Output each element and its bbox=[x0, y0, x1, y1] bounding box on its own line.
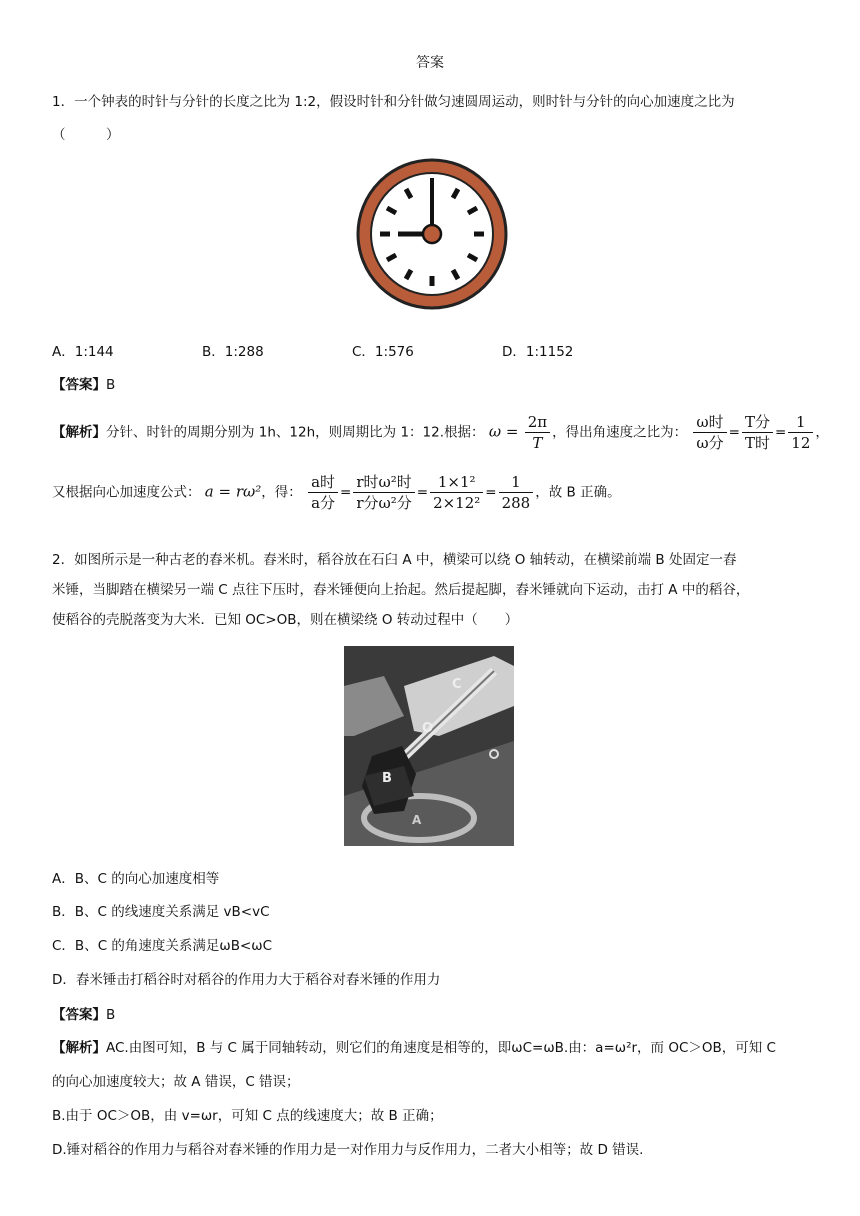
q2-option-c: C．B、C 的角速度关系满足ωB<ωC bbox=[52, 938, 273, 954]
q1-analysis-tag: 【解析】 bbox=[52, 424, 106, 441]
formula-ratio-3: $\frac{1}{12}$ bbox=[788, 412, 813, 453]
q1-option-b: B．1:288 bbox=[202, 344, 264, 360]
q2-stem-2: 米锤，当脚踏在横梁另一端 C 点往下压时，舂米锤便向上抬起。然后提起脚，舂米锤就向下运动，击打 A 中的稻谷， bbox=[52, 582, 750, 598]
rice-pounder-drawing bbox=[344, 646, 514, 846]
q1-answer-tag: 【答案】 bbox=[52, 377, 106, 393]
q2-option-a: A．B、C 的向心加速度相等 bbox=[52, 871, 220, 887]
formula-result-1: $\frac{\text{a时}}{\text{a分}}$ bbox=[308, 472, 338, 513]
formula-ratio-1: $\frac{\text{ω时}}{\text{ω分}}$ bbox=[693, 412, 726, 453]
q1-analysis-line2: 又根据向心加速度公式： a = rω²，得： $\frac{\text{a时}}{\text{a分}}$ = $\frac{\text{r时ω²时}}{\text{r分ω²分}}$ = $\frac{\text{1×1²}}{\text{2×12²}}$ = $\frac{1}{288}$ ，故 B 正确。 bbox=[52, 473, 621, 512]
q2-answer-tag: 【答案】 bbox=[52, 1007, 106, 1023]
q2-option-b: B．B、C 的线速度关系满足 vB<vC bbox=[52, 904, 270, 920]
q2-analysis-line1 bbox=[52, 1036, 776, 1056]
q2-option-d: D．舂米锤击打稻谷时对稻谷的作用力大于稻谷对舂米锤的作用力 bbox=[52, 972, 441, 988]
q1-options bbox=[52, 340, 812, 360]
formula-omega-num: 2π bbox=[525, 412, 550, 433]
q2-analysis-line3: B.由于 OC＞OB，由 v=ωr，可知 C 点的线速度大；故 B 正确； bbox=[52, 1108, 443, 1124]
q1-answer-value: B bbox=[106, 377, 116, 393]
photo-label-c: C bbox=[452, 677, 462, 692]
formula-ratio-2: $\frac{\text{T分}}{\text{T时}}$ bbox=[742, 412, 773, 453]
clock-hub bbox=[423, 225, 441, 243]
q2-analysis-tag: 【解析】 bbox=[52, 1040, 106, 1056]
q2-analysis-text-1: AC.由图可知，B 与 C 属于同轴转动，则它们的角速度是相等的，即ωC=ωB.由：a=ω²r，而 OC＞OB，可知 C bbox=[106, 1040, 776, 1056]
q1-option-d: D．1:1152 bbox=[502, 344, 574, 360]
formula-omega-lhs: ω = bbox=[488, 422, 519, 441]
formula-omega bbox=[525, 412, 550, 453]
q2-stem-3: 使稻谷的壳脱落变为大米．已知 OC>OB，则在横梁绕 O 转动过程中（ ） bbox=[52, 612, 519, 628]
q1-analysis-text-3: 又根据向心加速度公式： bbox=[52, 484, 201, 501]
q1-analysis-line1: 【解析】分针、时针的周期分别为 1h、12h，则周期比为 1：12.根据： ω = $\frac{2\pi}{T}$ ，得出角速度之比为： $\frac{\text{ω时}}{\text{ω分}}$ = $\frac{\text{T分}}{\text{T时}}$ = $\frac{1}{12}$ ， bbox=[52, 413, 829, 452]
formula-result-4: $\frac{1}{288}$ bbox=[499, 472, 534, 513]
q1-paren: （ ） bbox=[52, 127, 120, 143]
q2-answer-value: B bbox=[106, 1007, 116, 1023]
photo-label-a: A bbox=[412, 813, 422, 827]
q1-answer bbox=[52, 373, 115, 393]
q2-stem-1: 2．如图所示是一种古老的舂米机。舂米时，稻谷放在石臼 A 中，横梁可以绕 O 轴转动，在横梁前端 B 处固定一舂 bbox=[52, 552, 737, 568]
q1-stem: 1．一个钟表的时针与分针的长度之比为 1:2，假设时针和分针做匀速圆周运动，则时针与分针的向心加速度之比为 bbox=[52, 94, 735, 110]
q2-analysis-line2: 的向心加速度较大；故 A 错误，C 错误； bbox=[52, 1074, 300, 1090]
q2-analysis-line4: D.锤对稻谷的作用力与稻谷对舂米锤的作用力是一对作用力与反作用力，二者大小相等；故 D 错误. bbox=[52, 1142, 644, 1158]
q1-analysis-text-1: 分针、时针的周期分别为 1h、12h，则周期比为 1：12.根据： bbox=[106, 424, 485, 441]
q1-option-a: A．1:144 bbox=[52, 344, 114, 360]
q1-analysis-text-2: ，得出角速度之比为： bbox=[552, 424, 688, 441]
q2-answer bbox=[52, 1003, 115, 1023]
page-title: 答案 bbox=[416, 55, 444, 71]
formula-result-2: $\frac{\text{r时ω²时}}{\text{r分ω²分}}$ bbox=[353, 472, 414, 513]
q1-analysis-text-5: ，故 B 正确。 bbox=[535, 484, 621, 501]
q1-option-c: C．1:576 bbox=[352, 344, 414, 360]
photo-label-o: O bbox=[422, 721, 434, 736]
formula-result-3: $\frac{\text{1×1²}}{\text{2×12²}}$ bbox=[430, 472, 483, 513]
formula-acc: a = rω² bbox=[204, 482, 262, 501]
q1-analysis-text-4: ，得： bbox=[261, 484, 302, 501]
clock-figure bbox=[352, 152, 512, 314]
photo-label-b: B bbox=[382, 771, 392, 786]
rice-pounder-photo bbox=[344, 646, 514, 846]
formula-omega-den: T bbox=[532, 434, 543, 452]
